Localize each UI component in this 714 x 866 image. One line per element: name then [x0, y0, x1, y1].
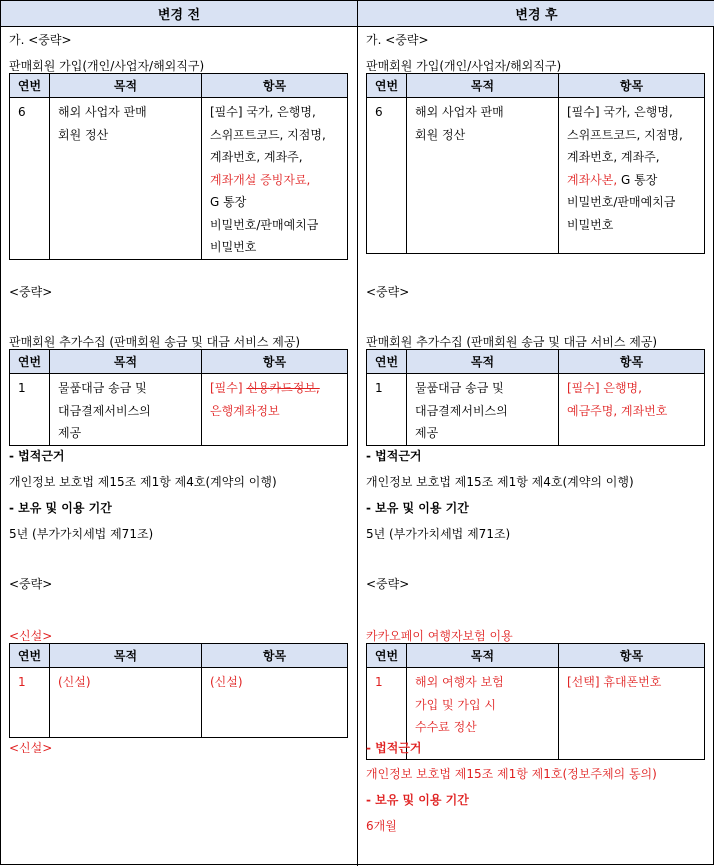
- row-no: 1: [10, 374, 50, 446]
- legal-basis-title: - 법적근거: [9, 449, 65, 463]
- row-items: [필수] 국가, 은행명, 스위프트코드, 지점명, 계좌번호, 계좌주, 계좌사본, G 통장 비밀번호/판매예치금 비밀번호: [559, 98, 705, 254]
- section-title: 판매회원 가입(개인/사업자/해외직구): [366, 59, 562, 73]
- row-no: 1: [367, 668, 407, 760]
- legal-basis-text: 개인정보 보호법 제15조 제1항 제1호(정보주체의 동의): [366, 767, 657, 781]
- section-title: 판매회원 추가수집 (판매회원 송금 및 대금 서비스 제공): [366, 335, 658, 349]
- row-no: 1: [10, 668, 50, 738]
- deleted-item: 신용카드정보,: [246, 381, 320, 395]
- row-purpose: (신설): [50, 668, 202, 738]
- changed-item: 계좌사본,: [567, 172, 618, 187]
- row-items: [필수] 은행명, 예금주명, 계좌번호: [559, 374, 705, 446]
- row-purpose: 물품대금 송금 및 대금결제서비스의 제공: [50, 374, 202, 446]
- after-column: [358, 27, 714, 866]
- section-title: 판매회원 추가수집 (판매회원 송금 및 대금 서비스 제공): [9, 335, 301, 349]
- new-table: 연번 목적 항목 1 해외 여행자 보험 가입 및 가입 시 수수료 정산 [선택] 휴대폰번호: [366, 643, 705, 760]
- new-table: 연번 목적 항목 1 (신설) (신설): [9, 643, 348, 738]
- retention-text: 5년 (부가가치세법 제71조): [9, 527, 154, 541]
- col-header-items: 항목: [202, 74, 348, 98]
- join-table: [9, 73, 348, 260]
- retention-title: - 보유 및 이용 기간: [9, 501, 112, 515]
- row-items: [필수] 신용카드정보, 은행계좌정보: [202, 374, 348, 446]
- col-header-purpose: 목적: [50, 74, 202, 98]
- retention-text: 6개월: [366, 819, 397, 833]
- new-label: <신설>: [9, 629, 53, 643]
- retention-title: - 보유 및 이용 기간: [366, 793, 469, 807]
- row-items: (신설): [202, 668, 348, 738]
- row-purpose: 물품대금 송금 및 대금결제서비스의 제공: [407, 374, 559, 446]
- row-items: [선택] 휴대폰번호: [559, 668, 705, 760]
- retention-text: 5년 (부가가치세법 제71조): [366, 527, 511, 541]
- omit-text: <중략>: [9, 285, 53, 299]
- intro-text: 가. <중략>: [366, 33, 429, 47]
- row-no: 6: [367, 98, 407, 254]
- row-no: 6: [10, 98, 50, 260]
- additional-table: 연번 목적 항목 1 물품대금 송금 및 대금결제서비스의 제공 [필수] 신용카드정보, 은행계좌정보: [9, 349, 348, 446]
- header-before: 변경 전: [1, 1, 358, 27]
- legal-basis-title: - 법적근거: [366, 741, 422, 755]
- legal-basis-text: 개인정보 보호법 제15조 제1항 제4호(계약의 이행): [366, 475, 634, 489]
- join-table: 연번 목적 항목 6 해외 사업자 판매 회원 정산 [필수] 국가, 은행명, 스위프트코드, 지점명, 계좌번호, 계좌주, 계좌사본, G 통장 비밀번호/판매예치금 비밀번호: [366, 73, 705, 254]
- omit-text: <중략>: [366, 577, 410, 591]
- before-column: [1, 27, 358, 866]
- omit-text: <중략>: [9, 577, 53, 591]
- changed-item: 계좌개설 증빙자료,: [210, 172, 311, 187]
- intro-text: 가. <중략>: [9, 33, 72, 47]
- row-purpose: 해외 여행자 보험 가입 및 가입 시 수수료 정산: [407, 668, 559, 760]
- col-header-no: 연번: [10, 74, 50, 98]
- row-no: 1: [367, 374, 407, 446]
- row-items: [필수] 국가, 은행명, 스위프트코드, 지점명, 계좌번호, 계좌주, 계좌개설 증빙자료, G 통장 비밀번호/판매예치금 비밀번호: [202, 98, 348, 260]
- additional-table: 연번 목적 항목 1 물품대금 송금 및 대금결제서비스의 제공 [필수] 은행명, 예금주명, 계좌번호: [366, 349, 705, 446]
- new-section-title: 카카오페이 여행자보험 이용: [366, 629, 513, 643]
- retention-title: - 보유 및 이용 기간: [366, 501, 469, 515]
- section-title: 판매회원 가입(개인/사업자/해외직구): [9, 59, 205, 73]
- row-purpose: 해외 사업자 판매 회원 정산: [407, 98, 559, 254]
- legal-basis-text: 개인정보 보호법 제15조 제1항 제4호(계약의 이행): [9, 475, 277, 489]
- header-after: 변경 후: [358, 1, 714, 27]
- omit-text: <중략>: [366, 285, 410, 299]
- new-label: <신설>: [9, 741, 53, 755]
- row-purpose: 해외 사업자 판매 회원 정산: [50, 98, 202, 260]
- legal-basis-title: - 법적근거: [366, 449, 422, 463]
